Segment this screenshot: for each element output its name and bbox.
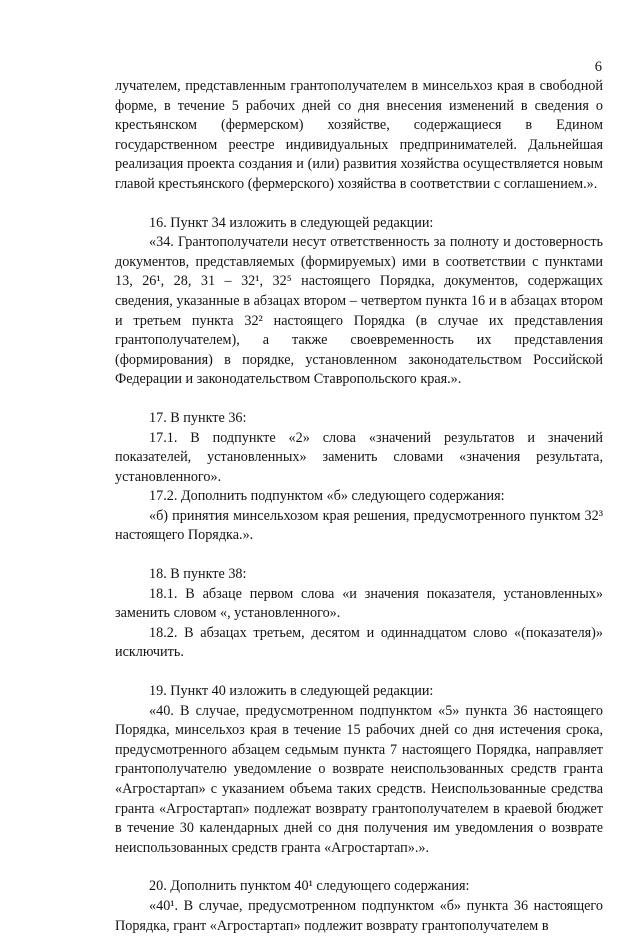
item-16-heading: 16. Пункт 34 изложить в следующей редакции: bbox=[149, 214, 434, 231]
item-17-2-text: «б) принятия минсельхозом края решения, предусмотренного пунктом 32³ настоящего Порядка.». bbox=[115, 507, 603, 544]
item-20-heading: 20. Дополнить пунктом 40¹ следующего содержания: bbox=[149, 878, 470, 895]
item-18-heading: 18. В пункте 38: bbox=[149, 566, 247, 583]
item-18-1-text: 18.1. В абзаце первом слова «и значения показателя, установленных» заменить словом «, установленного». bbox=[115, 585, 603, 622]
item-18-2-text: 18.2. В абзацах третьем, десятом и одиннадцатом слово «(показателя)» исключить. bbox=[115, 624, 603, 661]
item-40-1-text: «40¹. В случае, предусмотренном подпунктом «б» пункта 36 настоящего Порядка, грант «Агростартап» подлежит возврату грантополучателем в bbox=[115, 897, 603, 934]
item-17-2-heading: 17.2. Дополнить подпунктом «б» следующего содержания: bbox=[149, 488, 505, 505]
item-34-text: «34. Грантополучатели несут ответственность за полноту и достоверность документов, представляемых (формируемых) ими в соответствии с пунктами 13, 26¹, 28, 31 – 32¹, 32⁵ настоящего Порядка, документов, содержащих сведения, указанные в абзацах втором – четвертом пункта 16 и в абзацах втором и третьем пункта 32² настоящего Порядка (в случае их представления грантополучателем), а также своевременность их представления (формирования) в порядке, установленном законодательством Российской Федерации и законодательством Ставропольского края.». bbox=[115, 234, 603, 388]
item-40-text: «40. В случае, предусмотренном подпунктом «5» пункта 36 настоящего Порядка, минсельхоз края в течение 15 рабочих дней со дня истечения срока, предусмотренного абзацем седьмым пункта 7 настоящего Порядка, направляет грантополучателю уведомление о возврате неиспользованных средств гранта «Агростартап» с указанием объема таких средств. Неиспользованные средства гранта «Агростартап» подлежат возврату грантополучателем в краевой бюджет в течение 30 календарных дней со дня получения им уведомления о возврате неиспользованных средств гранта «Агростартап».». bbox=[115, 702, 603, 856]
item-17-heading: 17. В пункте 36: bbox=[149, 409, 247, 426]
document-body bbox=[115, 77, 603, 936]
paragraph-continuation: лучателем, представленным грантополучателем в минсельхоз края в свободной форме, в течение 5 рабочих дней со дня внесения изменений в сведения о крестьянском (фермерском) хозяйстве, содержащиеся в Едином государственном реестре индивидуальных предпринимателей. Дальнейшая реализация проекта создания и (или) развития хозяйства осуществляется новым главой крестьянского (фермерского) хозяйства в соответствии с соглашением.». bbox=[115, 78, 603, 192]
item-19-heading: 19. Пункт 40 изложить в следующей редакции: bbox=[149, 683, 434, 700]
item-17-1-text: 17.1. В подпункте «2» слова «значений результатов и значений показателей, установленных» заменить словами «значения результата, установленного». bbox=[115, 429, 603, 485]
page-number: 6 bbox=[594, 59, 602, 75]
